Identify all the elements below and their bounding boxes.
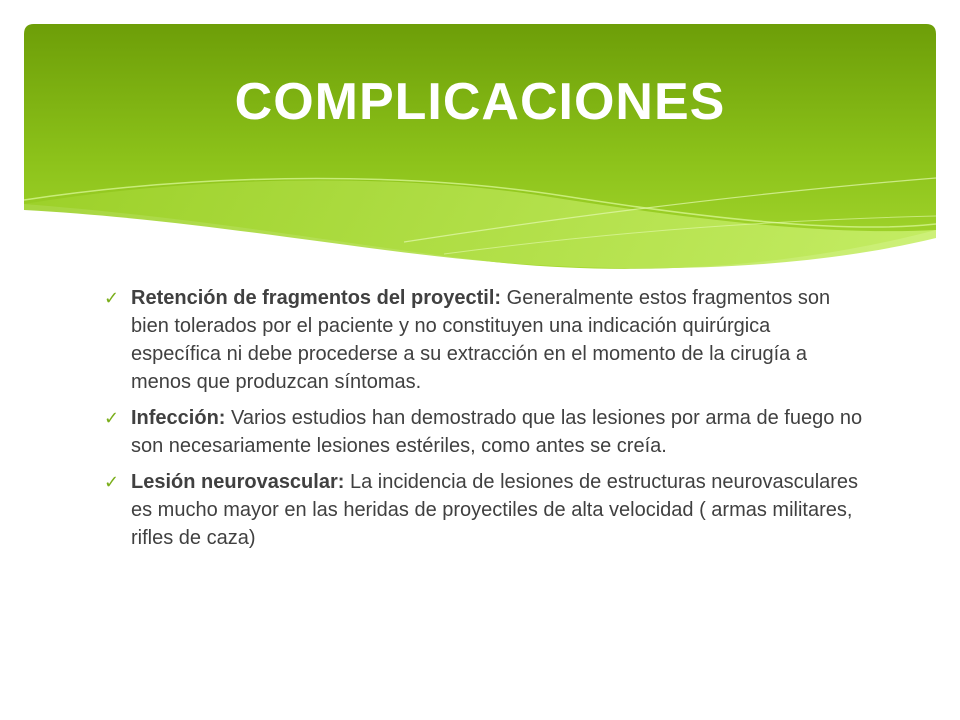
title-banner (24, 24, 936, 274)
check-mark-icon: ✓ (104, 472, 120, 493)
item-text: La incidencia de lesiones de estructuras neurovasculares es mucho mayor en las heridas de proyectiles de alta velocidad ( armas militares, rifles de caza) (131, 471, 859, 549)
item-term: Infección: (131, 407, 226, 429)
item-term: Lesión neurovascular: (131, 471, 345, 493)
list-item (104, 468, 864, 552)
list-item (104, 284, 864, 396)
check-mark-icon: ✓ (104, 288, 120, 309)
banner-wave-graphic (24, 24, 936, 274)
item-text: Generalmente estos fragmentos son bien tolerados por el paciente y no constituyen una indicación quirúrgica específica ni debe procederse a su extracción en el momento de la cirugía a menos que produzcan síntomas. (131, 287, 831, 393)
check-mark-icon: ✓ (104, 408, 120, 429)
list-item (104, 404, 864, 460)
item-term: Retención de fragmentos del proyectil: (131, 287, 502, 309)
bullet-list (104, 284, 864, 560)
slide-title: COMPLICACIONES (234, 73, 726, 131)
item-text: Varios estudios han demostrado que las lesiones por arma de fuego no son necesariamente lesiones estériles, como antes se creía. (131, 407, 863, 457)
